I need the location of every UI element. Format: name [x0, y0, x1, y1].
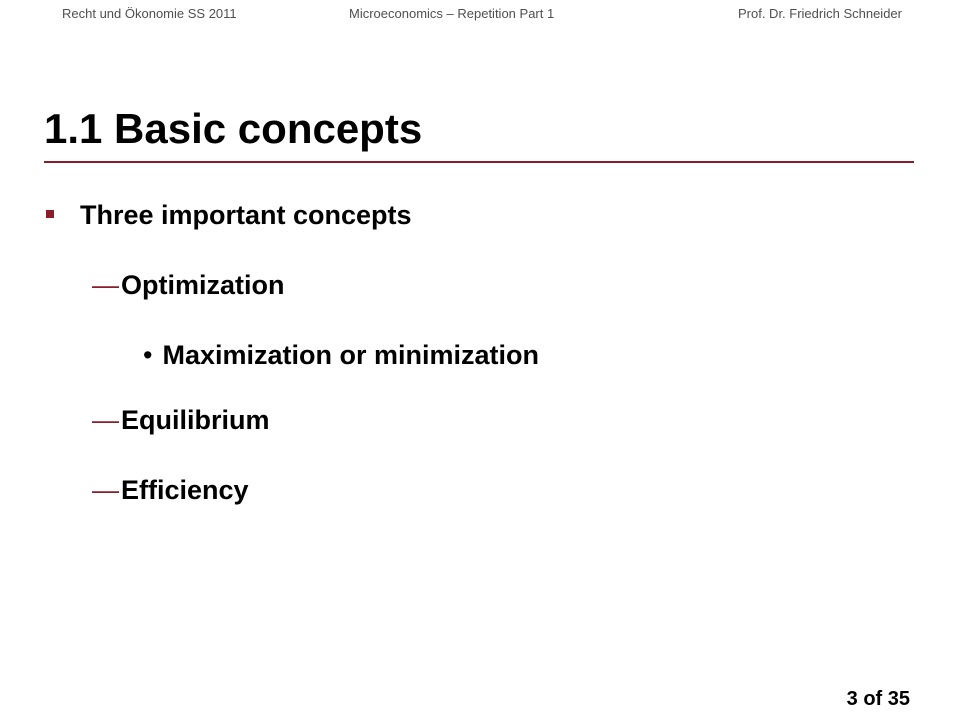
sub-sub-item-text: Maximization or minimization: [162, 340, 539, 370]
sub-item-text: Efficiency: [121, 475, 249, 505]
dash-bullet-icon: —: [92, 475, 119, 505]
page-number: 3 of 35: [846, 688, 910, 710]
dash-bullet-icon: —: [92, 270, 119, 300]
dot-bullet-icon: •: [143, 340, 153, 370]
title-divider: [44, 161, 914, 163]
header-author: Prof. Dr. Friedrich Schneider: [737, 6, 902, 21]
header-topic: Microeconomics – Repetition Part 1: [349, 6, 555, 21]
sub-item-text: Equilibrium: [121, 405, 270, 435]
sub-item-efficiency: [92, 475, 249, 506]
sub-item-text: Optimization: [121, 270, 285, 300]
sub-item-equilibrium: [92, 405, 270, 436]
sub-sub-item: [143, 340, 539, 371]
slide-title: 1.1 Basic concepts: [44, 105, 423, 152]
bullet-text: Three important concepts: [80, 200, 412, 230]
square-bullet-icon: [46, 210, 54, 218]
dash-bullet-icon: —: [92, 405, 119, 435]
header-course: Recht und Ökonomie SS 2011: [62, 6, 237, 21]
sub-item-optimization: [92, 270, 285, 301]
bullet-item: [46, 200, 412, 231]
